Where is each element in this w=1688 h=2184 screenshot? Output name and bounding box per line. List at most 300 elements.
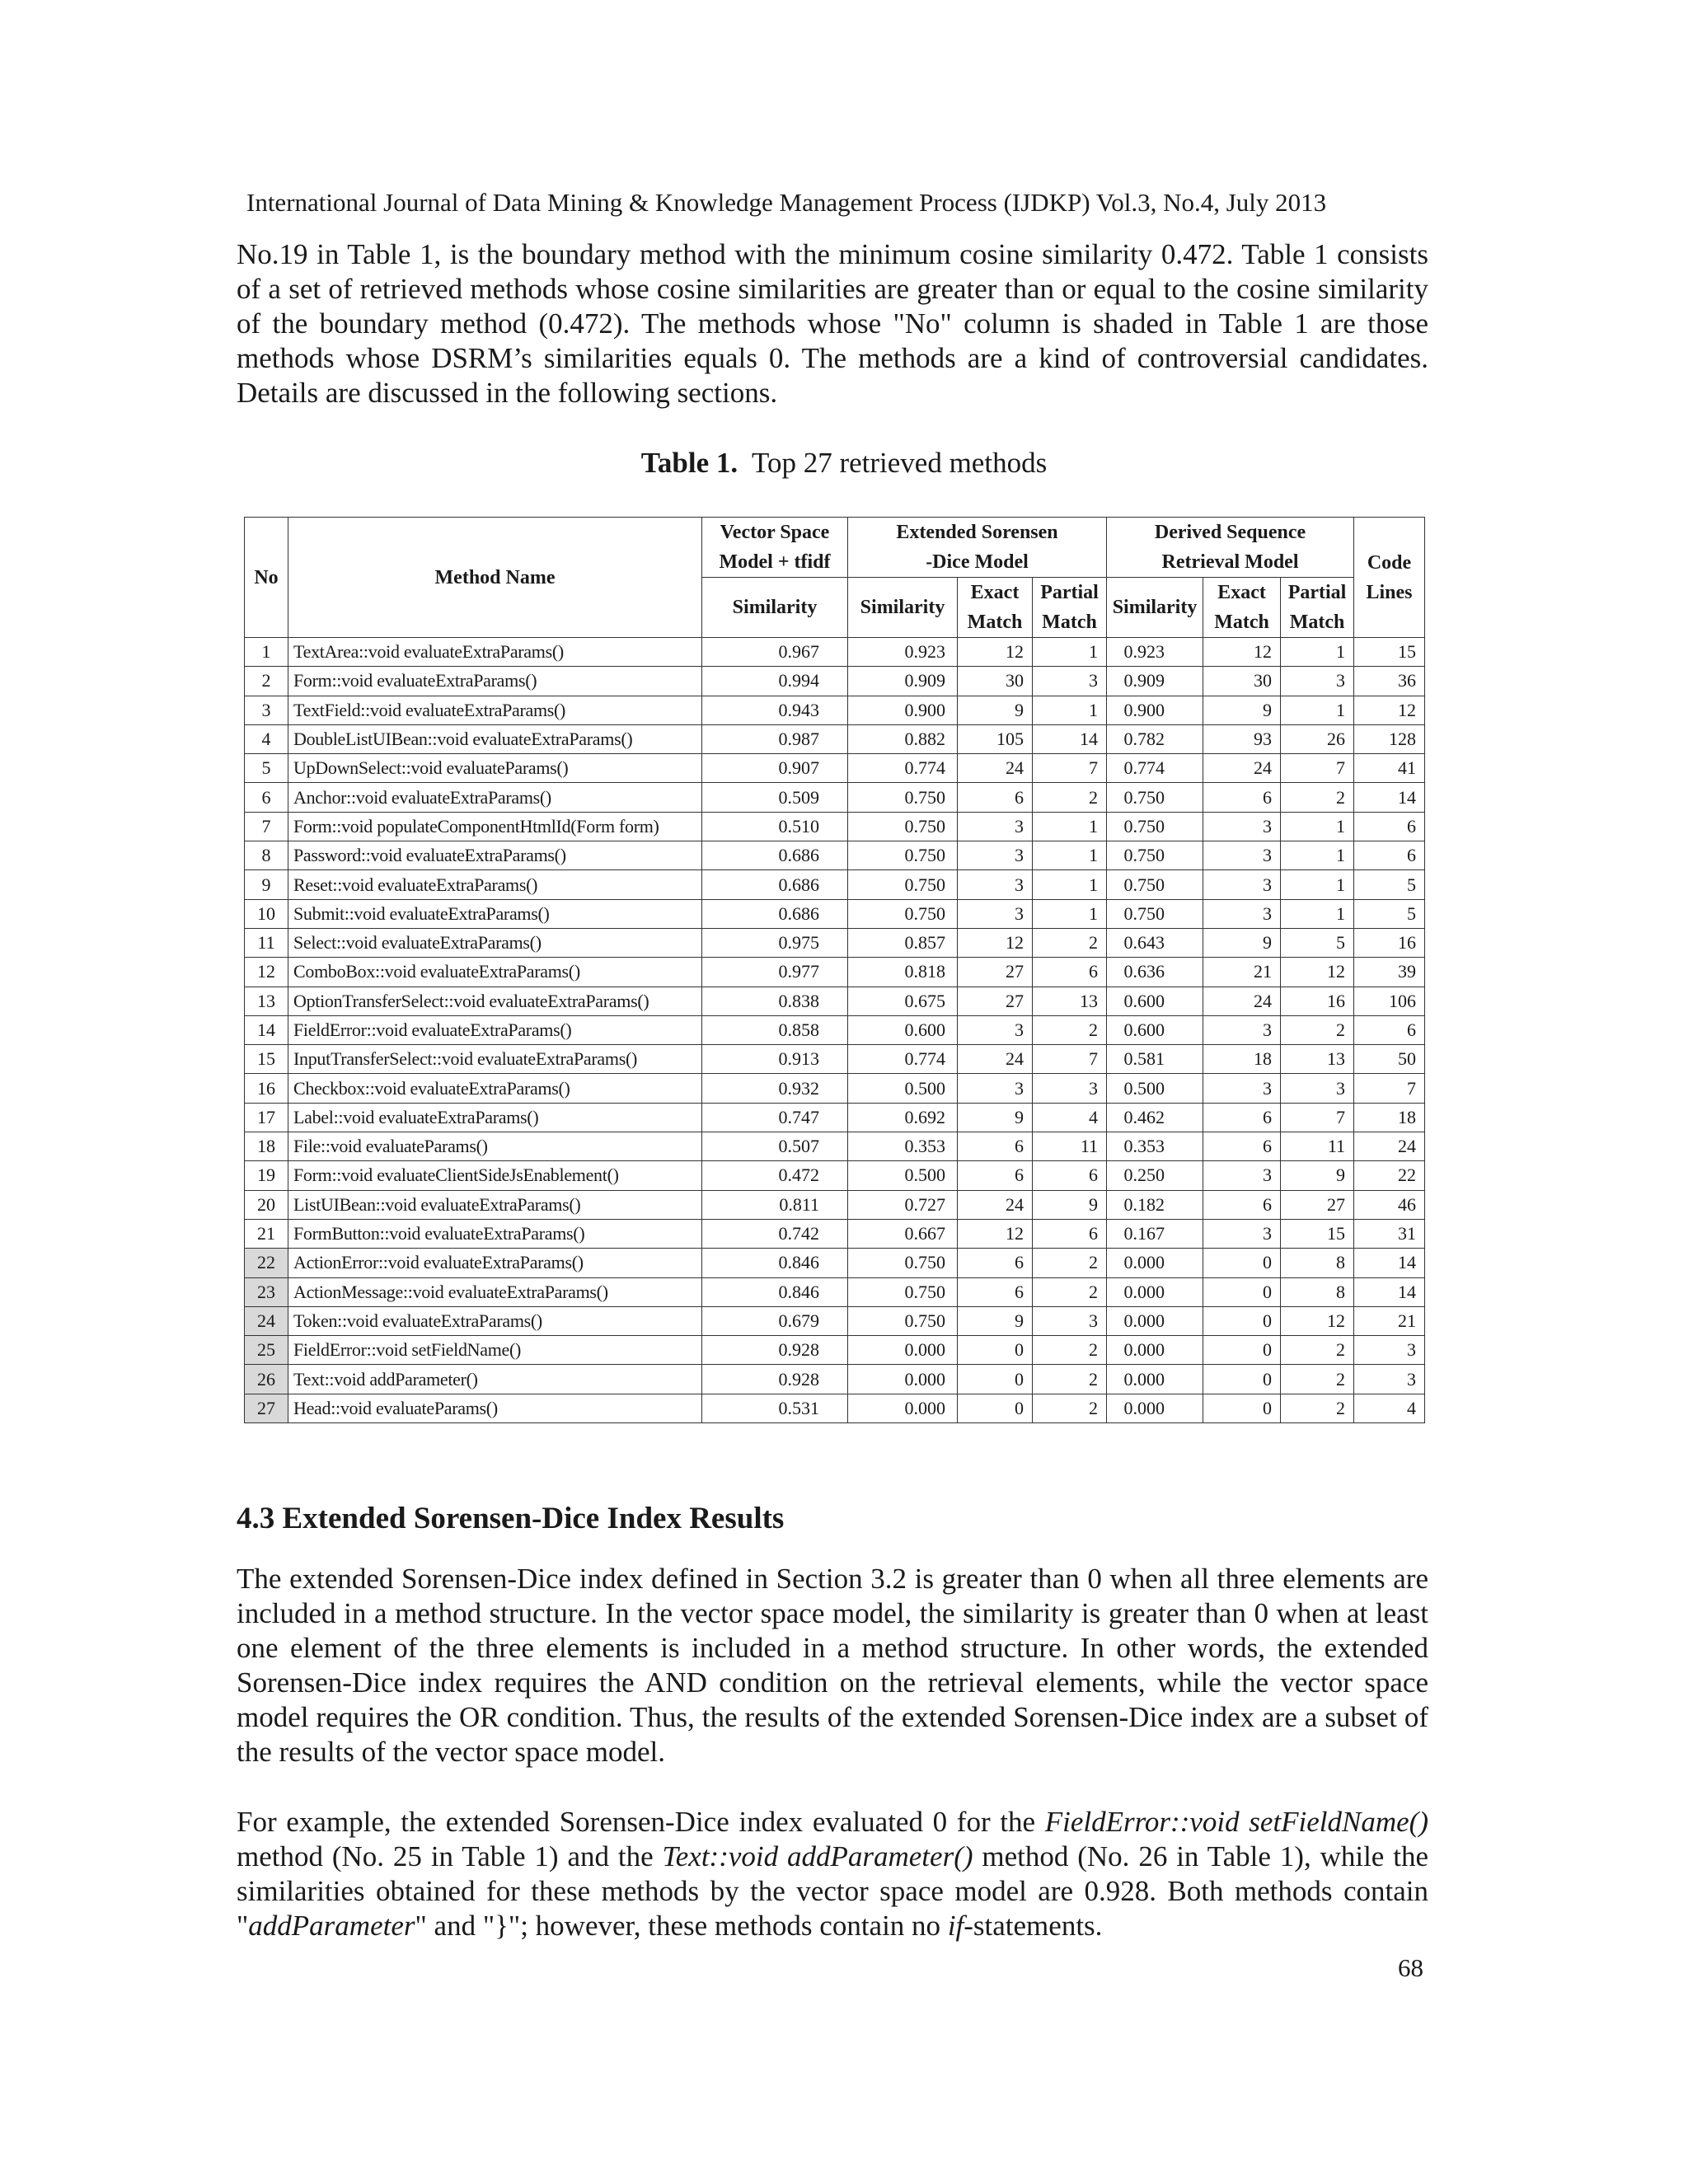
cell-no: 9 bbox=[245, 870, 288, 899]
cell-method-name: Select::void evaluateExtraParams() bbox=[288, 928, 702, 957]
cell-code-lines: 16 bbox=[1354, 928, 1425, 957]
cell-dsrm-exact: 0 bbox=[1203, 1277, 1281, 1306]
cell-dsrm-partial: 3 bbox=[1281, 667, 1354, 696]
cell-esd-partial: 11 bbox=[1033, 1132, 1107, 1161]
cell-vsm-similarity: 0.975 bbox=[702, 928, 848, 957]
cell-no: 6 bbox=[245, 783, 288, 812]
header-dsrm-line1: Derived Sequence bbox=[1154, 522, 1306, 543]
cell-esd-partial: 2 bbox=[1033, 1277, 1107, 1306]
cell-code-lines: 18 bbox=[1354, 1103, 1425, 1132]
cell-method-name: Checkbox::void evaluateExtraParams() bbox=[288, 1074, 702, 1103]
header-code-line2: Lines bbox=[1366, 581, 1413, 603]
cell-esd-exact: 6 bbox=[958, 1277, 1033, 1306]
cell-esd-partial: 2 bbox=[1033, 1365, 1107, 1394]
header-dsrm-exact-line1: Exact bbox=[1217, 582, 1266, 603]
cell-dsrm-exact: 3 bbox=[1203, 841, 1281, 870]
header-vsm-line2: Model + tfidf bbox=[719, 551, 831, 573]
header-dsrm-line2: Retrieval Model bbox=[1161, 551, 1299, 573]
cell-no: 1 bbox=[245, 638, 288, 667]
cell-no: 4 bbox=[245, 724, 288, 753]
cell-esd-similarity: 0.900 bbox=[848, 696, 958, 724]
cell-vsm-similarity: 0.967 bbox=[702, 638, 848, 667]
cell-dsrm-partial: 13 bbox=[1281, 1045, 1354, 1074]
cell-method-name: File::void evaluateParams() bbox=[288, 1132, 702, 1161]
cell-dsrm-exact: 3 bbox=[1203, 899, 1281, 928]
table-row bbox=[245, 812, 1425, 841]
cell-method-name: InputTransferSelect::void evaluateExtraParams() bbox=[288, 1045, 702, 1074]
cell-esd-partial: 4 bbox=[1033, 1103, 1107, 1132]
cell-dsrm-exact: 24 bbox=[1203, 987, 1281, 1015]
cell-method-name: Form::void evaluateClientSideJsEnablement() bbox=[288, 1161, 702, 1190]
table-row bbox=[245, 696, 1425, 724]
cell-code-lines: 21 bbox=[1354, 1306, 1425, 1335]
table-header bbox=[245, 518, 1425, 638]
table-row bbox=[245, 724, 1425, 753]
table-caption-text: Top 27 retrieved methods bbox=[752, 447, 1048, 479]
cell-esd-exact: 9 bbox=[958, 1103, 1033, 1132]
cell-method-name: Password::void evaluateExtraParams() bbox=[288, 841, 702, 870]
cell-dsrm-similarity: 0.000 bbox=[1107, 1306, 1203, 1335]
cell-no: 10 bbox=[245, 899, 288, 928]
cell-esd-similarity: 0.818 bbox=[848, 958, 958, 987]
cell-vsm-similarity: 0.858 bbox=[702, 1015, 848, 1044]
header-esd-partial-line2: Match bbox=[1042, 612, 1097, 633]
table-row bbox=[245, 1219, 1425, 1248]
cell-vsm-similarity: 0.928 bbox=[702, 1365, 848, 1394]
cell-method-name: Label::void evaluateExtraParams() bbox=[288, 1103, 702, 1132]
cell-no: 11 bbox=[245, 928, 288, 957]
example-text-4: " and "}"; however, these methods contain no bbox=[415, 1910, 948, 1942]
table-row bbox=[245, 1132, 1425, 1161]
cell-esd-partial: 2 bbox=[1033, 1336, 1107, 1365]
cell-vsm-similarity: 0.846 bbox=[702, 1277, 848, 1306]
cell-vsm-similarity: 0.531 bbox=[702, 1394, 848, 1422]
cell-esd-similarity: 0.750 bbox=[848, 1277, 958, 1306]
example-text-1: For example, the extended Sorensen-Dice index evaluated 0 for the bbox=[237, 1806, 1045, 1838]
table-row bbox=[245, 783, 1425, 812]
cell-dsrm-similarity: 0.750 bbox=[1107, 841, 1203, 870]
header-esd-similarity: Similarity bbox=[848, 578, 958, 638]
cell-vsm-similarity: 0.507 bbox=[702, 1132, 848, 1161]
cell-esd-exact: 30 bbox=[958, 667, 1033, 696]
cell-dsrm-partial: 12 bbox=[1281, 958, 1354, 987]
cell-esd-similarity: 0.923 bbox=[848, 638, 958, 667]
cell-code-lines: 12 bbox=[1354, 696, 1425, 724]
table-row bbox=[245, 1103, 1425, 1132]
cell-code-lines: 24 bbox=[1354, 1132, 1425, 1161]
cell-esd-partial: 6 bbox=[1033, 1161, 1107, 1190]
cell-esd-exact: 12 bbox=[958, 1219, 1033, 1248]
cell-dsrm-similarity: 0.353 bbox=[1107, 1132, 1203, 1161]
section-paragraph: The extended Sorensen-Dice index defined in Section 3.2 is greater than 0 when all three elements are included in a method structure. In the vector space model, the similarity is greater than 0 when at least one element of the three elements is included in a method structure. In other words, the extended Sorensen-Dice index requires the AND condition on the retrieval elements, while the vector space model requires the OR condition. Thus, the results of the extended Sorensen-Dice index are a subset of the results of the vector space model. bbox=[237, 1563, 1428, 1768]
header-dsrm-partial-line1: Partial bbox=[1287, 582, 1347, 603]
cell-code-lines: 7 bbox=[1354, 1074, 1425, 1103]
cell-dsrm-exact: 3 bbox=[1203, 1161, 1281, 1190]
cell-dsrm-similarity: 0.923 bbox=[1107, 638, 1203, 667]
cell-dsrm-partial: 27 bbox=[1281, 1190, 1354, 1219]
cell-method-name: TextField::void evaluateExtraParams() bbox=[288, 696, 702, 724]
cell-esd-partial: 3 bbox=[1033, 1074, 1107, 1103]
cell-method-name: Form::void evaluateExtraParams() bbox=[288, 667, 702, 696]
section-heading: 4.3 Extended Sorensen-Dice Index Results bbox=[237, 1502, 785, 1535]
cell-esd-exact: 27 bbox=[958, 958, 1033, 987]
cell-dsrm-similarity: 0.750 bbox=[1107, 870, 1203, 899]
example-italic-4: if bbox=[947, 1910, 964, 1942]
cell-no: 27 bbox=[245, 1394, 288, 1422]
table-row bbox=[245, 987, 1425, 1015]
table-row bbox=[245, 1249, 1425, 1277]
cell-esd-partial: 6 bbox=[1033, 1219, 1107, 1248]
cell-dsrm-partial: 3 bbox=[1281, 1074, 1354, 1103]
example-italic-1: FieldError::void setFieldName() bbox=[1044, 1806, 1428, 1838]
cell-dsrm-similarity: 0.000 bbox=[1107, 1277, 1203, 1306]
cell-esd-exact: 3 bbox=[958, 1015, 1033, 1044]
cell-esd-partial: 2 bbox=[1033, 1394, 1107, 1422]
header-dsrm-similarity: Similarity bbox=[1107, 578, 1203, 638]
header-vsm bbox=[702, 518, 848, 578]
cell-no: 7 bbox=[245, 812, 288, 841]
cell-esd-partial: 1 bbox=[1033, 870, 1107, 899]
table-row bbox=[245, 899, 1425, 928]
cell-esd-similarity: 0.675 bbox=[848, 987, 958, 1015]
cell-esd-partial: 7 bbox=[1033, 1045, 1107, 1074]
cell-method-name: UpDownSelect::void evaluateParams() bbox=[288, 754, 702, 783]
cell-dsrm-partial: 2 bbox=[1281, 1394, 1354, 1422]
table-row bbox=[245, 1365, 1425, 1394]
table-row bbox=[245, 754, 1425, 783]
cell-code-lines: 14 bbox=[1354, 1249, 1425, 1277]
cell-esd-similarity: 0.500 bbox=[848, 1074, 958, 1103]
cell-no: 24 bbox=[245, 1306, 288, 1335]
cell-esd-exact: 6 bbox=[958, 783, 1033, 812]
cell-vsm-similarity: 0.907 bbox=[702, 754, 848, 783]
cell-esd-exact: 3 bbox=[958, 870, 1033, 899]
cell-code-lines: 128 bbox=[1354, 724, 1425, 753]
cell-esd-exact: 12 bbox=[958, 638, 1033, 667]
header-method-name: Method Name bbox=[288, 518, 702, 638]
cell-no: 20 bbox=[245, 1190, 288, 1219]
cell-code-lines: 5 bbox=[1354, 870, 1425, 899]
cell-dsrm-similarity: 0.000 bbox=[1107, 1394, 1203, 1422]
cell-code-lines: 3 bbox=[1354, 1336, 1425, 1365]
cell-code-lines: 46 bbox=[1354, 1190, 1425, 1219]
cell-esd-similarity: 0.692 bbox=[848, 1103, 958, 1132]
cell-esd-partial: 2 bbox=[1033, 1015, 1107, 1044]
cell-method-name: ActionError::void evaluateExtraParams() bbox=[288, 1249, 702, 1277]
cell-esd-exact: 0 bbox=[958, 1365, 1033, 1394]
cell-dsrm-partial: 12 bbox=[1281, 1306, 1354, 1335]
cell-esd-partial: 6 bbox=[1033, 958, 1107, 987]
header-esd-exact bbox=[958, 578, 1033, 638]
cell-method-name: ListUIBean::void evaluateExtraParams() bbox=[288, 1190, 702, 1219]
cell-esd-similarity: 0.750 bbox=[848, 870, 958, 899]
header-dsrm bbox=[1107, 518, 1354, 578]
cell-dsrm-similarity: 0.636 bbox=[1107, 958, 1203, 987]
cell-dsrm-exact: 93 bbox=[1203, 724, 1281, 753]
cell-vsm-similarity: 0.742 bbox=[702, 1219, 848, 1248]
header-dsrm-partial bbox=[1281, 578, 1354, 638]
cell-dsrm-partial: 15 bbox=[1281, 1219, 1354, 1248]
cell-esd-partial: 1 bbox=[1033, 638, 1107, 667]
cell-method-name: FormButton::void evaluateExtraParams() bbox=[288, 1219, 702, 1248]
cell-dsrm-similarity: 0.750 bbox=[1107, 783, 1203, 812]
cell-no: 2 bbox=[245, 667, 288, 696]
cell-esd-exact: 6 bbox=[958, 1132, 1033, 1161]
cell-dsrm-partial: 1 bbox=[1281, 841, 1354, 870]
cell-dsrm-similarity: 0.581 bbox=[1107, 1045, 1203, 1074]
cell-vsm-similarity: 0.846 bbox=[702, 1249, 848, 1277]
table-caption-label: Table 1. bbox=[640, 447, 738, 479]
header-dsrm-exact bbox=[1203, 578, 1281, 638]
cell-esd-partial: 2 bbox=[1033, 1249, 1107, 1277]
cell-dsrm-partial: 1 bbox=[1281, 812, 1354, 841]
cell-esd-similarity: 0.882 bbox=[848, 724, 958, 753]
cell-method-name: TextArea::void evaluateExtraParams() bbox=[288, 638, 702, 667]
header-vsm-similarity: Similarity bbox=[702, 578, 848, 638]
table-row bbox=[245, 1306, 1425, 1335]
cell-esd-partial: 2 bbox=[1033, 783, 1107, 812]
cell-dsrm-exact: 6 bbox=[1203, 783, 1281, 812]
cell-dsrm-exact: 3 bbox=[1203, 1219, 1281, 1248]
cell-esd-similarity: 0.600 bbox=[848, 1015, 958, 1044]
table-caption bbox=[0, 446, 1688, 480]
cell-method-name: Reset::void evaluateExtraParams() bbox=[288, 870, 702, 899]
cell-code-lines: 3 bbox=[1354, 1365, 1425, 1394]
cell-esd-partial: 3 bbox=[1033, 667, 1107, 696]
intro-paragraph: No.19 in Table 1, is the boundary method with the minimum cosine similarity 0.472. Table 1 consists of a set of retrieved methods whose cosine similarities are greater than or equal to the cosine similarity of the boundary method (0.472). The methods whose "No" column is shaded in Table 1 are those methods whose DSRM’s similarities equals 0. The methods are a kind of controversial candidates. Details are discussed in the following sections. bbox=[237, 238, 1428, 409]
cell-esd-similarity: 0.750 bbox=[848, 812, 958, 841]
table-row bbox=[245, 638, 1425, 667]
cell-dsrm-partial: 26 bbox=[1281, 724, 1354, 753]
cell-esd-similarity: 0.667 bbox=[848, 1219, 958, 1248]
cell-dsrm-exact: 30 bbox=[1203, 667, 1281, 696]
cell-dsrm-partial: 1 bbox=[1281, 638, 1354, 667]
table-row bbox=[245, 1015, 1425, 1044]
cell-esd-similarity: 0.000 bbox=[848, 1365, 958, 1394]
cell-dsrm-similarity: 0.900 bbox=[1107, 696, 1203, 724]
cell-dsrm-partial: 1 bbox=[1281, 870, 1354, 899]
header-vsm-line1: Vector Space bbox=[720, 522, 830, 543]
table-body bbox=[245, 638, 1425, 1423]
cell-esd-similarity: 0.750 bbox=[848, 899, 958, 928]
cell-esd-partial: 1 bbox=[1033, 812, 1107, 841]
header-dsrm-exact-line2: Match bbox=[1214, 612, 1269, 633]
header-dsrm-partial-line2: Match bbox=[1289, 612, 1345, 633]
cell-dsrm-similarity: 0.643 bbox=[1107, 928, 1203, 957]
cell-vsm-similarity: 0.994 bbox=[702, 667, 848, 696]
cell-esd-exact: 3 bbox=[958, 812, 1033, 841]
cell-code-lines: 22 bbox=[1354, 1161, 1425, 1190]
cell-esd-exact: 3 bbox=[958, 841, 1033, 870]
cell-dsrm-partial: 8 bbox=[1281, 1277, 1354, 1306]
cell-dsrm-exact: 3 bbox=[1203, 1074, 1281, 1103]
cell-code-lines: 106 bbox=[1354, 987, 1425, 1015]
cell-dsrm-similarity: 0.250 bbox=[1107, 1161, 1203, 1190]
cell-method-name: OptionTransferSelect::void evaluateExtraParams() bbox=[288, 987, 702, 1015]
cell-esd-partial: 1 bbox=[1033, 696, 1107, 724]
cell-dsrm-similarity: 0.600 bbox=[1107, 987, 1203, 1015]
cell-dsrm-exact: 6 bbox=[1203, 1103, 1281, 1132]
cell-code-lines: 31 bbox=[1354, 1219, 1425, 1248]
cell-no: 21 bbox=[245, 1219, 288, 1248]
cell-vsm-similarity: 0.977 bbox=[702, 958, 848, 987]
page-number: 68 bbox=[1398, 1953, 1423, 1982]
cell-vsm-similarity: 0.932 bbox=[702, 1074, 848, 1103]
table-row bbox=[245, 1190, 1425, 1219]
cell-method-name: Anchor::void evaluateExtraParams() bbox=[288, 783, 702, 812]
cell-vsm-similarity: 0.943 bbox=[702, 696, 848, 724]
cell-dsrm-partial: 7 bbox=[1281, 754, 1354, 783]
cell-code-lines: 4 bbox=[1354, 1394, 1425, 1422]
cell-dsrm-similarity: 0.182 bbox=[1107, 1190, 1203, 1219]
header-esd-exact-line2: Match bbox=[967, 612, 1023, 633]
cell-code-lines: 5 bbox=[1354, 899, 1425, 928]
cell-vsm-similarity: 0.686 bbox=[702, 899, 848, 928]
cell-esd-similarity: 0.750 bbox=[848, 841, 958, 870]
table-row bbox=[245, 928, 1425, 957]
cell-esd-similarity: 0.774 bbox=[848, 754, 958, 783]
table-row bbox=[245, 1336, 1425, 1365]
cell-dsrm-exact: 0 bbox=[1203, 1306, 1281, 1335]
cell-dsrm-similarity: 0.750 bbox=[1107, 899, 1203, 928]
cell-esd-exact: 9 bbox=[958, 1306, 1033, 1335]
cell-esd-similarity: 0.000 bbox=[848, 1336, 958, 1365]
header-esd-exact-line1: Exact bbox=[970, 582, 1020, 603]
table-row bbox=[245, 1045, 1425, 1074]
cell-vsm-similarity: 0.838 bbox=[702, 987, 848, 1015]
cell-dsrm-partial: 2 bbox=[1281, 1336, 1354, 1365]
cell-esd-exact: 24 bbox=[958, 754, 1033, 783]
cell-dsrm-partial: 16 bbox=[1281, 987, 1354, 1015]
cell-dsrm-exact: 3 bbox=[1203, 870, 1281, 899]
cell-method-name: FieldError::void evaluateExtraParams() bbox=[288, 1015, 702, 1044]
header-esd-partial bbox=[1033, 578, 1107, 638]
cell-esd-exact: 24 bbox=[958, 1190, 1033, 1219]
header-esd bbox=[848, 518, 1107, 578]
cell-esd-similarity: 0.750 bbox=[848, 1249, 958, 1277]
cell-method-name: ComboBox::void evaluateExtraParams() bbox=[288, 958, 702, 987]
table-row bbox=[245, 1161, 1425, 1190]
cell-esd-partial: 1 bbox=[1033, 899, 1107, 928]
cell-esd-partial: 1 bbox=[1033, 841, 1107, 870]
cell-dsrm-partial: 8 bbox=[1281, 1249, 1354, 1277]
cell-esd-partial: 9 bbox=[1033, 1190, 1107, 1219]
cell-dsrm-exact: 0 bbox=[1203, 1249, 1281, 1277]
cell-vsm-similarity: 0.811 bbox=[702, 1190, 848, 1219]
cell-dsrm-exact: 0 bbox=[1203, 1336, 1281, 1365]
cell-esd-similarity: 0.500 bbox=[848, 1161, 958, 1190]
cell-dsrm-partial: 7 bbox=[1281, 1103, 1354, 1132]
cell-esd-partial: 2 bbox=[1033, 928, 1107, 957]
cell-dsrm-partial: 1 bbox=[1281, 696, 1354, 724]
cell-vsm-similarity: 0.509 bbox=[702, 783, 848, 812]
cell-no: 16 bbox=[245, 1074, 288, 1103]
cell-code-lines: 15 bbox=[1354, 638, 1425, 667]
cell-dsrm-partial: 2 bbox=[1281, 1015, 1354, 1044]
cell-no: 17 bbox=[245, 1103, 288, 1132]
cell-esd-similarity: 0.774 bbox=[848, 1045, 958, 1074]
table-row bbox=[245, 1394, 1425, 1422]
cell-dsrm-exact: 12 bbox=[1203, 638, 1281, 667]
cell-dsrm-exact: 9 bbox=[1203, 928, 1281, 957]
example-text-3: method (No. 26 in Table 1), while the similarities obtained for these methods by the vector space model are 0.928. Both methods contain " bbox=[237, 1840, 1428, 1942]
journal-header: International Journal of Data Mining & Knowledge Management Process (IJDKP) Vol.3, No.4, July 2013 bbox=[246, 188, 1327, 217]
example-paragraph bbox=[237, 1805, 1428, 1943]
header-esd-line2: -Dice Model bbox=[926, 551, 1029, 573]
cell-esd-similarity: 0.857 bbox=[848, 928, 958, 957]
cell-no: 12 bbox=[245, 958, 288, 987]
cell-code-lines: 6 bbox=[1354, 841, 1425, 870]
cell-method-name: Text::void addParameter() bbox=[288, 1365, 702, 1394]
header-no: No bbox=[245, 518, 288, 638]
table-row bbox=[245, 870, 1425, 899]
cell-dsrm-partial: 5 bbox=[1281, 928, 1354, 957]
cell-dsrm-similarity: 0.462 bbox=[1107, 1103, 1203, 1132]
cell-vsm-similarity: 0.686 bbox=[702, 841, 848, 870]
cell-code-lines: 39 bbox=[1354, 958, 1425, 987]
cell-esd-exact: 6 bbox=[958, 1161, 1033, 1190]
cell-esd-similarity: 0.909 bbox=[848, 667, 958, 696]
cell-dsrm-partial: 1 bbox=[1281, 899, 1354, 928]
cell-no: 5 bbox=[245, 754, 288, 783]
cell-esd-exact: 3 bbox=[958, 1074, 1033, 1103]
cell-esd-similarity: 0.727 bbox=[848, 1190, 958, 1219]
cell-esd-exact: 9 bbox=[958, 696, 1033, 724]
cell-dsrm-exact: 6 bbox=[1203, 1190, 1281, 1219]
cell-no: 19 bbox=[245, 1161, 288, 1190]
cell-dsrm-exact: 3 bbox=[1203, 1015, 1281, 1044]
cell-vsm-similarity: 0.928 bbox=[702, 1336, 848, 1365]
cell-dsrm-similarity: 0.782 bbox=[1107, 724, 1203, 753]
cell-dsrm-exact: 3 bbox=[1203, 812, 1281, 841]
cell-esd-similarity: 0.750 bbox=[848, 783, 958, 812]
cell-dsrm-similarity: 0.600 bbox=[1107, 1015, 1203, 1044]
cell-esd-exact: 0 bbox=[958, 1394, 1033, 1422]
cell-esd-exact: 27 bbox=[958, 987, 1033, 1015]
cell-dsrm-partial: 9 bbox=[1281, 1161, 1354, 1190]
cell-dsrm-similarity: 0.167 bbox=[1107, 1219, 1203, 1248]
cell-dsrm-exact: 9 bbox=[1203, 696, 1281, 724]
cell-vsm-similarity: 0.686 bbox=[702, 870, 848, 899]
cell-no: 8 bbox=[245, 841, 288, 870]
cell-dsrm-partial: 11 bbox=[1281, 1132, 1354, 1161]
cell-method-name: Form::void populateComponentHtmlId(Form form) bbox=[288, 812, 702, 841]
cell-dsrm-exact: 0 bbox=[1203, 1365, 1281, 1394]
cell-dsrm-similarity: 0.500 bbox=[1107, 1074, 1203, 1103]
cell-no: 25 bbox=[245, 1336, 288, 1365]
cell-esd-partial: 14 bbox=[1033, 724, 1107, 753]
example-text-2: method (No. 25 in Table 1) and the bbox=[237, 1840, 663, 1872]
example-italic-3: addParameter bbox=[248, 1910, 415, 1942]
cell-esd-partial: 3 bbox=[1033, 1306, 1107, 1335]
cell-no: 23 bbox=[245, 1277, 288, 1306]
cell-code-lines: 36 bbox=[1354, 667, 1425, 696]
cell-esd-exact: 6 bbox=[958, 1249, 1033, 1277]
cell-esd-exact: 3 bbox=[958, 899, 1033, 928]
cell-code-lines: 50 bbox=[1354, 1045, 1425, 1074]
cell-vsm-similarity: 0.913 bbox=[702, 1045, 848, 1074]
cell-code-lines: 6 bbox=[1354, 812, 1425, 841]
table-row bbox=[245, 1074, 1425, 1103]
header-esd-line1: Extended Sorensen bbox=[896, 522, 1058, 543]
cell-dsrm-similarity: 0.000 bbox=[1107, 1336, 1203, 1365]
example-italic-2: Text::void addParameter() bbox=[662, 1840, 973, 1872]
results-table-container bbox=[244, 517, 1424, 1423]
cell-esd-similarity: 0.000 bbox=[848, 1394, 958, 1422]
table-row bbox=[245, 841, 1425, 870]
cell-no: 18 bbox=[245, 1132, 288, 1161]
cell-method-name: Submit::void evaluateExtraParams() bbox=[288, 899, 702, 928]
